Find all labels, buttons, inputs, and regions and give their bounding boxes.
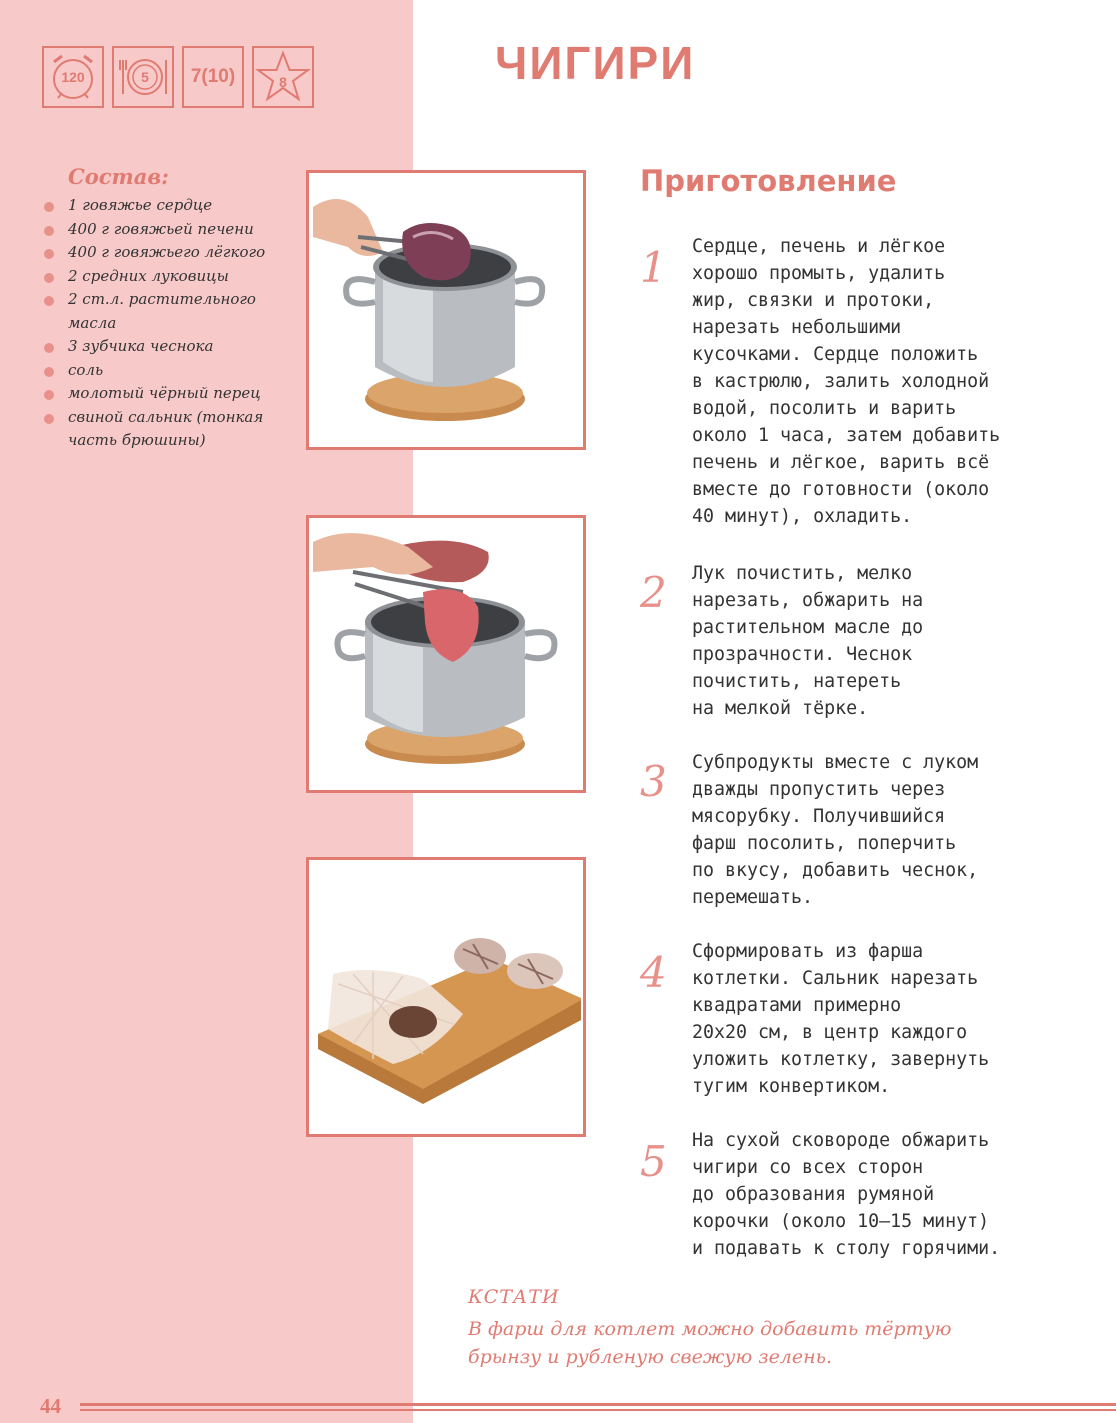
step-number: 1 xyxy=(640,243,667,292)
step-text: Сердце, печень и лёгкое хорошо промыть, удалить жир, связки и протоки, нарезать небольшими кусочками. Сердце положить в кастрюлю, залить холодной водой, посолить и варить около 1 часа, затем добавить печень и лёгкое, варить всё вместе до готовности (около 40 минут), охладить. xyxy=(692,236,1001,527)
ingredient-item: соль xyxy=(42,359,292,383)
step-text: Субпродукты вместе с луком дважды пропустить через мясорубку. Получившийся фарш посолить, поперчить по вкусу, добавить чеснок, перемешать. xyxy=(692,752,979,908)
recipe-title: ЧИГИРИ xyxy=(495,37,696,89)
star-icon: 8 xyxy=(252,46,314,108)
ingredients-list xyxy=(42,194,292,453)
step-number: 4 xyxy=(640,948,667,997)
step-number: 5 xyxy=(640,1137,667,1186)
step-number: 3 xyxy=(640,757,667,806)
ingredients-heading: Состав: xyxy=(68,164,169,189)
note-heading: КСТАТИ xyxy=(468,1286,560,1308)
plate-icon: 5 xyxy=(112,46,174,108)
step-text: Лук почистить, мелко нарезать, обжарить на растительном масле до прозрачности. Чеснок почистить, натереть на мелкой тёрке. xyxy=(692,563,924,719)
ingredient-item: свиной сальник (тонкая часть брюшины) xyxy=(42,406,292,453)
step-photo-1 xyxy=(306,170,586,450)
preparation-heading: Приготовление xyxy=(640,164,897,198)
portions-icon: 7(10) xyxy=(182,46,244,108)
step-photo-3 xyxy=(306,857,586,1137)
step-text: Сформировать из фарша котлетки. Сальник нарезать квадратами примерно 20x20 см, в центр каждого уложить котлетку, завернуть тугим конвертиком. xyxy=(692,941,990,1097)
clock-icon: 120 xyxy=(42,46,104,108)
footer-rule xyxy=(80,1403,1116,1411)
ingredient-item: 1 говяжье сердце xyxy=(42,194,292,218)
ingredient-item: 400 г говяжьего лёгкого xyxy=(42,241,292,265)
recipe-icons xyxy=(42,46,314,108)
step-text: На сухой сковороде обжарить чигири со всех сторон до образования румяной корочки (около 10–15 минут) и подавать к столу горячими. xyxy=(692,1130,1001,1259)
ingredient-item: 2 средних луковицы xyxy=(42,265,292,289)
ingredient-item: 2 ст.л. растительного масла xyxy=(42,288,292,335)
ingredient-item: 3 зубчика чеснока xyxy=(42,335,292,359)
step-number: 2 xyxy=(640,568,667,617)
step-photo-2 xyxy=(306,515,586,793)
note-text: В фарш для котлет можно добавить тёртую брынзу и рубленую свежую зелень. xyxy=(468,1318,952,1368)
ingredient-item: 400 г говяжьей печени xyxy=(42,218,292,242)
ingredient-item: молотый чёрный перец xyxy=(42,382,292,406)
page-number: 44 xyxy=(40,1394,61,1418)
